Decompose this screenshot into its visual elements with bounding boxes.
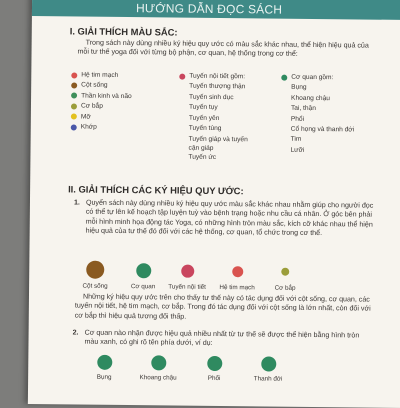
organ-example [132, 355, 184, 382]
symbol-label: Cơ bắp [274, 284, 296, 292]
organ-label: Khoang chậu [139, 374, 177, 382]
section-2-paragraph: Những ký hiệu quy ước trên cho thấy tư thế này có tác dụng đối với cột sống, cơ quan, các tuyến nội tiết, hệ tim mạch, cơ bắp. Trong đó tác dụng đối với cột sống là lớn nhất, còn đối với cơ bắp thì hiệu quả tương đối thấp. [74, 292, 371, 321]
legend-item [71, 123, 97, 130]
symbol-circle [86, 261, 104, 279]
legend-endocrine-item: Tuyến yên [188, 114, 220, 122]
legend-item-label: Thần kinh và não [81, 92, 132, 100]
legend-item [71, 113, 91, 120]
symbol-circle [232, 266, 243, 277]
legend-endocrine-header-color-dot [179, 73, 185, 79]
organ-circle [151, 355, 166, 370]
note-2-number: 2. [72, 328, 79, 337]
legend-organ-header-label: Cơ quan gồm: [291, 73, 334, 82]
symbol-example [164, 264, 210, 291]
legend-organ-item: Khoang chậu [291, 94, 330, 102]
symbol-circle [136, 263, 151, 278]
legend-organ-item: Tim [290, 136, 302, 144]
organ-circle [261, 356, 276, 371]
legend-endocrine-item: Tuyến tụy [188, 103, 218, 112]
legend-organ-item: Tai, thận [290, 104, 316, 113]
legend-organ-item: Phổi [290, 115, 305, 123]
symbol-circle [181, 264, 194, 277]
organ-label: Phổi [207, 374, 221, 383]
organ-example [242, 356, 294, 383]
legend-endocrine-item: Tuyến ức [188, 153, 217, 161]
legend-item-label: Mỡ [80, 113, 91, 121]
organ-label: Bụng [96, 373, 112, 381]
legend-endocrine-header-label: Tuyến nội tiết gồm: [189, 72, 246, 81]
legend-organ-header [281, 74, 333, 82]
symbol-circle [281, 268, 289, 276]
legend-item [71, 92, 132, 100]
symbol-example [120, 262, 166, 290]
symbol-example [214, 265, 260, 291]
organ-circle [207, 356, 222, 371]
legend-organ-header-color-dot [281, 74, 287, 80]
note-1-text: Quyển sách này dùng nhiều ký hiệu quy ước màu sắc khác nhau nhằm giúp cho người đọc có thể tự lên kế hoạch tập luyện tuỳ vào bệnh trạng hoặc nhu cầu cá nhân. Ở góc bên phải mỗi hình minh họa động tác Yoga, có những hình tròn màu sắc, kích cỡ khác nhau thể hiện hiệu quả của tư thế đó đối với các hệ thống, cơ quan, tổ chức trong cơ thể. [85, 198, 374, 237]
legend-endocrine-item: Tuyến thượng thận [189, 83, 246, 91]
organ-label: Thanh đới [253, 375, 283, 383]
note-1-number: 1. [73, 198, 80, 207]
note-1 [73, 198, 374, 239]
legend-item [71, 103, 103, 110]
legend-item-color-dot [71, 114, 77, 120]
symbol-label: Tuyến nội tiết [168, 283, 206, 291]
section-1-heading: I. GIẢI THÍCH MÀU SẮC: [69, 25, 178, 38]
legend-organ-item: Bụng [291, 84, 307, 92]
symbol-label: Cơ quan [130, 283, 156, 291]
legend-organ-item: Cổ họng và thanh đới [290, 125, 355, 134]
legend-item-color-dot [71, 93, 77, 99]
section-2-heading: II. GIẢI THÍCH CÁC KÝ HIỆU QUY ƯỚC: [68, 183, 244, 197]
page-title: HƯỚNG DẪN ĐỌC SÁCH [135, 1, 283, 17]
legend-organ-item: Lưỡi [290, 146, 305, 154]
legend-item-color-dot [71, 72, 77, 78]
legend-endocrine-item: Tuyến giáp và tuyến cận giáp [188, 136, 248, 153]
book-page [28, 0, 400, 408]
page-header [32, 0, 400, 20]
legend-item-label: Hệ tim mạch [81, 71, 119, 79]
legend-item-color-dot [71, 124, 77, 130]
symbol-label: Hệ tim mạch [219, 284, 255, 292]
symbol-example [262, 267, 308, 291]
legend-item-color-dot [71, 82, 77, 88]
note-2 [72, 328, 372, 351]
organ-example [78, 355, 130, 382]
note-2-text: Cơ quan nào nhận được hiệu quả nhiều nhất từ tư thế sẽ được thể hiện bằng hình tròn màu xanh, có ghi rõ tên phía dưới, ví dụ: [84, 328, 360, 348]
legend-item-label: Cột sống [81, 81, 108, 90]
symbol-label: Cột sống [82, 282, 108, 290]
organ-circle [97, 355, 112, 370]
legend-endocrine-header [179, 73, 245, 81]
symbol-example [72, 260, 118, 289]
organ-example [188, 356, 240, 383]
legend-item-label: Cơ bắp [80, 102, 103, 110]
legend-item [71, 82, 107, 89]
legend-endocrine-item: Tuyến tùng [188, 124, 222, 133]
section-1-paragraph: Trong sách này dùng nhiều ký hiệu quy ước có màu sắc khác nhau, thể hiện hiệu quả của mỗi tư thế yoga đối với từng bộ phận, cơ quan, hệ thống trong cơ thể: [77, 38, 369, 59]
legend-item [71, 71, 118, 78]
legend-endocrine-item: Tuyến sinh dục [189, 93, 234, 101]
legend-item-color-dot [71, 103, 77, 109]
legend-item-label: Khớp [80, 123, 97, 131]
